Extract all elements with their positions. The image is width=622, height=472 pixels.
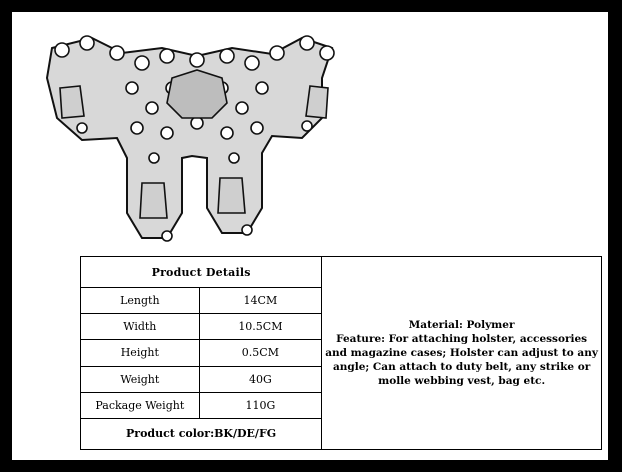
row-value: 14CM (199, 288, 322, 314)
product-details-table (80, 256, 602, 450)
row-value: 110G (199, 392, 322, 418)
feature-line: Feature: For attaching holster, accessories (336, 333, 588, 345)
product-photo (22, 8, 352, 258)
row-label: Package Weight (81, 392, 200, 418)
row-value: 0.5CM (199, 340, 322, 366)
description-cell (322, 257, 602, 450)
feature-line: and magazine cases; Holster can adjust to any (325, 347, 598, 359)
material-line: Material: Polymer (408, 319, 515, 331)
feature-line: angle; Can attach to duty belt, any strike or (332, 361, 591, 373)
row-value: 40G (199, 366, 322, 392)
feature-line: molle webbing vest, bag etc. (378, 375, 546, 387)
row-label: Length (81, 288, 200, 314)
row-label: Weight (81, 366, 200, 392)
table-header: Product Details (81, 257, 322, 288)
row-label: Height (81, 340, 200, 366)
row-label: Width (81, 314, 200, 340)
product-color-line: Product color:BK/DE/FG (81, 418, 322, 449)
row-value: 10.5CM (199, 314, 322, 340)
